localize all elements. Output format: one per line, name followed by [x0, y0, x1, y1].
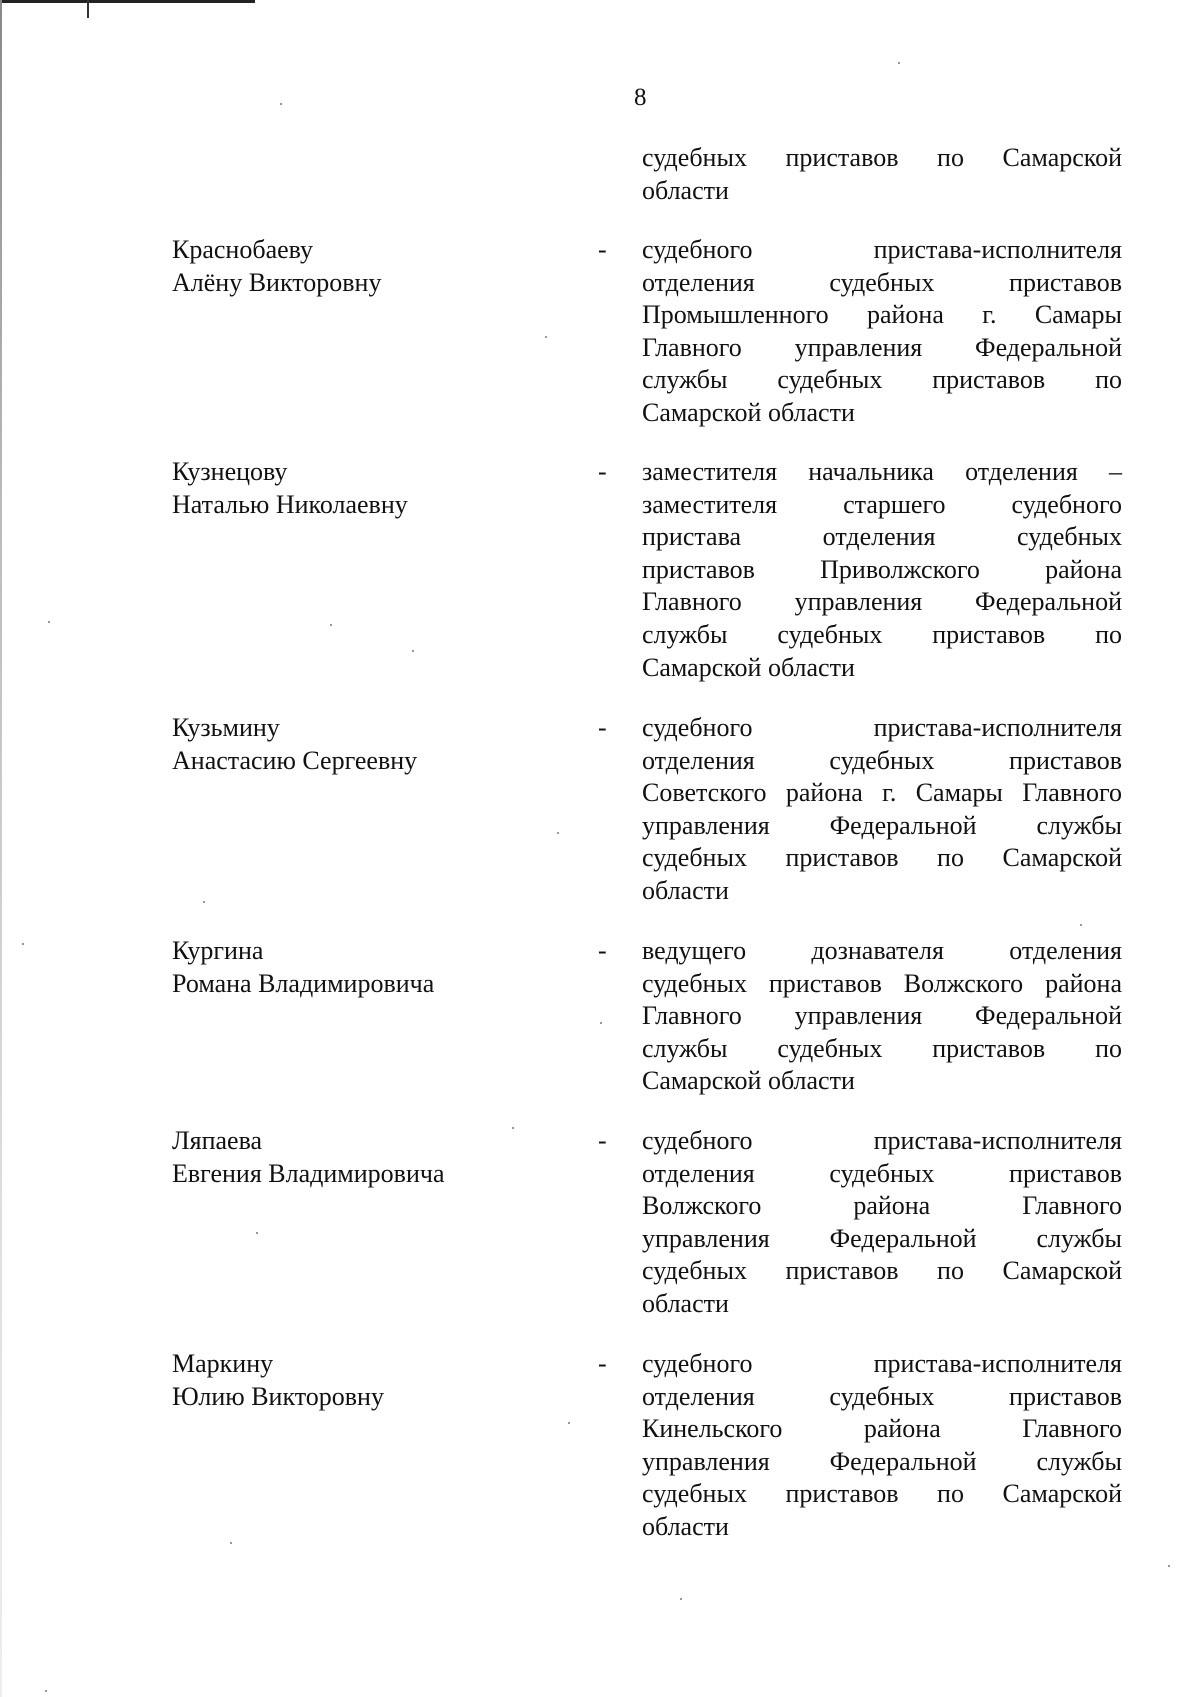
text-line: судебных приставов по Самарской	[642, 843, 1122, 873]
given-names: Наталью Николаевну	[172, 489, 408, 519]
text-line: управления Федеральной службы	[642, 810, 1122, 840]
text-line: Промышленного района г. Самары	[642, 300, 1122, 330]
surname: Кузнецову	[172, 457, 288, 486]
scan-speck	[1168, 1565, 1170, 1567]
text-line: области	[642, 1288, 729, 1318]
text-line: судебных приставов по Самарской	[642, 143, 1122, 172]
scan-speck	[203, 901, 205, 903]
text-line: судебных приставов Волжского района	[642, 968, 1122, 998]
scan-speck	[48, 621, 50, 623]
page-number: 8	[634, 84, 647, 111]
given-names: Романа Владимировича	[172, 968, 435, 998]
scan-speck	[1080, 924, 1082, 926]
given-names: Анастасию Сергеевну	[172, 745, 418, 775]
separator-dash: -	[598, 1126, 607, 1155]
text-line: Кинельского района Главного	[642, 1414, 1122, 1444]
position-description	[642, 1348, 1122, 1544]
separator-dash: -	[598, 713, 607, 742]
text-line: судебного пристава-исполнителя	[642, 1126, 1122, 1155]
text-line: Главного управления Федеральной	[642, 587, 1122, 617]
text-line: пристава отделения судебных	[642, 522, 1122, 552]
scan-speck	[330, 624, 332, 626]
scan-speck	[22, 943, 24, 945]
text-line: судебного пристава-исполнителя	[642, 1349, 1122, 1378]
position-description	[642, 234, 1122, 430]
surname: Маркину	[172, 1349, 274, 1378]
text-line: заместителя старшего судебного	[642, 489, 1122, 519]
scan-speck	[557, 832, 559, 834]
text-line: области	[642, 175, 729, 205]
scan-speck	[256, 1232, 258, 1234]
given-names: Алёну Викторовну	[172, 267, 382, 297]
separator-dash: -	[598, 936, 607, 965]
scan-speck	[230, 1542, 232, 1544]
text-line: Самарской области	[642, 397, 855, 427]
text-line: управления Федеральной службы	[642, 1223, 1122, 1253]
text-line: области	[642, 1511, 729, 1541]
scan-speck	[680, 1598, 682, 1600]
text-line: отделения судебных приставов	[642, 1158, 1122, 1188]
person-name	[172, 712, 552, 777]
scan-speck	[898, 62, 900, 64]
text-line: Главного управления Федеральной	[642, 1001, 1122, 1031]
given-names: Юлию Викторовну	[172, 1381, 384, 1411]
text-line: службы судебных приставов по	[642, 365, 1122, 395]
given-names: Евгения Владимировича	[172, 1158, 445, 1188]
separator-dash: -	[598, 457, 607, 486]
position-description	[642, 456, 1122, 684]
text-line: Волжского района Главного	[642, 1191, 1122, 1221]
text-line: Главного управления Федеральной	[642, 332, 1122, 362]
surname: Кузьмину	[172, 713, 280, 742]
text-line: службы судебных приставов по	[642, 619, 1122, 649]
surname: Краснобаеву	[172, 235, 314, 264]
separator-dash: -	[598, 1349, 607, 1378]
scan-speck	[280, 103, 282, 105]
text-line: Советского района г. Самары Главного	[642, 778, 1122, 808]
position-description	[642, 712, 1122, 908]
scan-speck	[545, 336, 547, 338]
text-line: Самарской области	[642, 652, 855, 682]
text-line: управления Федеральной службы	[642, 1446, 1122, 1476]
scan-speck	[568, 1422, 570, 1424]
person-name	[172, 935, 552, 1000]
text-line: судебного пристава-исполнителя	[642, 713, 1122, 742]
text-line: судебного пристава-исполнителя	[642, 235, 1122, 264]
scan-speck	[45, 1690, 47, 1692]
text-line: Самарской области	[642, 1066, 855, 1096]
person-name	[172, 234, 552, 299]
text-line: области	[642, 875, 729, 905]
person-name	[172, 1348, 552, 1413]
scan-speck	[512, 1127, 514, 1129]
text-line: службы судебных приставов по	[642, 1033, 1122, 1063]
position-description	[642, 1125, 1122, 1321]
text-line: отделения судебных приставов	[642, 745, 1122, 775]
scan-speck	[600, 1022, 602, 1024]
position-description	[642, 935, 1122, 1098]
separator-dash: -	[598, 235, 607, 264]
surname: Кургина	[172, 936, 264, 965]
person-name	[172, 456, 552, 521]
scan-speck	[412, 650, 414, 652]
text-line: ведущего дознавателя отделения	[642, 936, 1122, 965]
text-line: отделения судебных приставов	[642, 1381, 1122, 1411]
text-line: отделения судебных приставов	[642, 267, 1122, 297]
text-line: судебных приставов по Самарской	[642, 1479, 1122, 1509]
person-name	[172, 1125, 552, 1190]
surname: Ляпаева	[172, 1126, 263, 1155]
text-line: приставов Приволжского района	[642, 554, 1122, 584]
text-line: заместителя начальника отделения –	[642, 457, 1122, 486]
text-line: судебных приставов по Самарской	[642, 1256, 1122, 1286]
